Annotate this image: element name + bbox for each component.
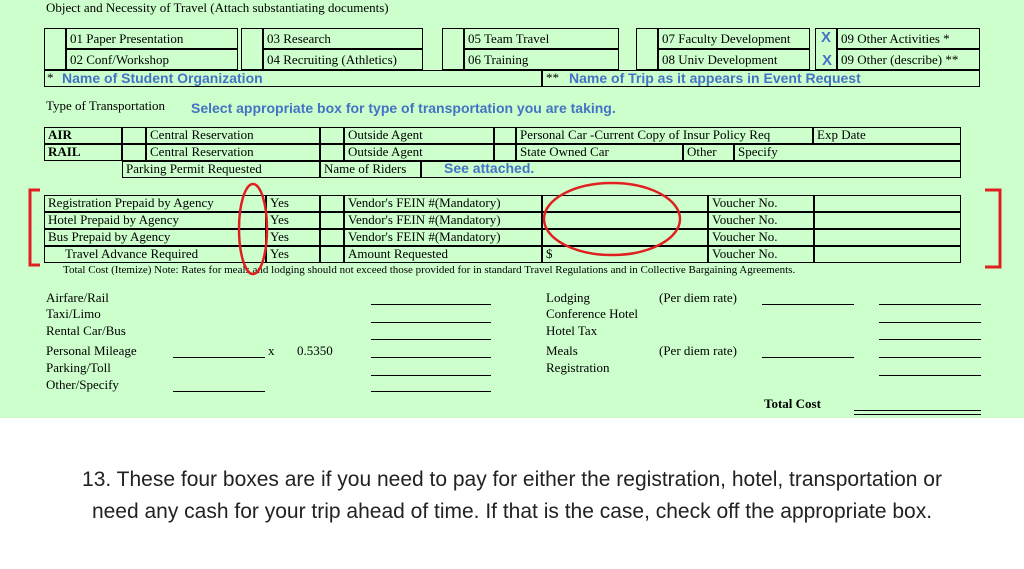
transport-label: Type of Transportation [46, 98, 165, 113]
footnote-1-text: Name of Student Organization [62, 70, 263, 86]
per-diem-lodging: (Per diem rate) [659, 290, 737, 305]
outside-agent-1[interactable]: Outside Agent [344, 127, 494, 144]
cost-conference-hotel-label: Conference Hotel [546, 306, 639, 321]
cost-meals-label: Meals [546, 343, 578, 358]
transport-hint: Select appropriate box for type of transportation you are taking. [191, 100, 616, 116]
purpose-option-09b: 09 Other (describe) ** [837, 49, 980, 70]
see-attached: See attached. [444, 160, 535, 176]
right-bracket [985, 190, 1000, 267]
parking-permit[interactable]: Parking Permit Requested [122, 161, 320, 178]
cost-other-label: Other/Specify [46, 377, 119, 392]
purpose-option-04: 04 Recruiting (Athletics) [263, 49, 423, 70]
caption-line-1: 13. These four boxes are if you need to pay for either the registration, hotel, transportation or [82, 468, 942, 491]
exp-date[interactable]: Exp Date [813, 127, 961, 144]
caption-line-2: need any cash for your trip ahead of time. If that is the case, check off the appropriate box. [91, 500, 933, 523]
purpose-option-05: 05 Team Travel [464, 28, 619, 49]
central-reservation-2[interactable]: Central Reservation [146, 144, 320, 161]
vendor-fein-label-3: Vendor's FEIN #(Mandatory) [344, 229, 542, 246]
purpose-option-07: 07 Faculty Development [658, 28, 810, 49]
transport-other[interactable]: Other [683, 144, 734, 161]
fein-input-oval [544, 183, 680, 255]
footnote-2-symbol: ** [546, 70, 559, 85]
per-diem-meals: (Per diem rate) [659, 343, 737, 358]
cost-lodging-label: Lodging [546, 290, 591, 305]
prepaid-yes-advance[interactable]: Yes [266, 246, 320, 263]
vendor-fein-label-2: Vendor's FEIN #(Mandatory) [344, 212, 542, 229]
cost-parking-label: Parking/Toll [46, 360, 111, 375]
prepaid-label-registration: Registration Prepaid by Agency [44, 195, 266, 212]
footnote-1-symbol: * [47, 70, 54, 85]
left-bracket [30, 190, 40, 265]
cost-rental-label: Rental Car/Bus [46, 323, 126, 338]
checked-mark-other-describe: X [822, 52, 833, 69]
cost-registration-label: Registration [546, 360, 610, 375]
footnote-2-text: Name of Trip as it appears in Event Request [569, 70, 861, 86]
purpose-option-02: 02 Conf/Workshop [66, 49, 238, 70]
purpose-option-01: 01 Paper Presentation [66, 28, 238, 49]
instruction-caption [0, 464, 1024, 528]
cost-mileage-label: Personal Mileage [46, 343, 137, 358]
prepaid-yes-bus[interactable]: Yes [266, 229, 320, 246]
purpose-option-06: 06 Training [464, 49, 619, 70]
name-of-riders: Name of Riders [320, 161, 421, 178]
mileage-rate: 0.5350 [297, 343, 333, 358]
amount-requested-input[interactable]: $ [542, 246, 708, 263]
voucher-label-2: Voucher No. [708, 212, 814, 229]
vendor-fein-label-1: Vendor's FEIN #(Mandatory) [344, 195, 542, 212]
yes-column-oval [239, 184, 267, 274]
voucher-label-1: Voucher No. [708, 195, 814, 212]
mileage-multiplier: x [268, 343, 275, 358]
personal-car[interactable]: Personal Car -Current Copy of Insur Policy Req [516, 127, 813, 144]
transport-air[interactable]: AIR [44, 127, 122, 144]
prepaid-label-advance: Travel Advance Required [44, 246, 266, 263]
transport-rail[interactable]: RAIL [44, 144, 122, 161]
state-owned-car[interactable]: State Owned Car [516, 144, 683, 161]
purpose-option-08: 08 Univ Development [658, 49, 810, 70]
prepaid-label-hotel: Hotel Prepaid by Agency [44, 212, 266, 229]
total-cost-label: Total Cost [764, 396, 821, 411]
prepaid-label-bus: Bus Prepaid by Agency [44, 229, 266, 246]
voucher-label-4: Voucher No. [708, 246, 814, 263]
cost-hotel-tax-label: Hotel Tax [546, 323, 598, 338]
voucher-label-3: Voucher No. [708, 229, 814, 246]
prepaid-yes-registration[interactable]: Yes [266, 195, 320, 212]
cost-airfare-label: Airfare/Rail [46, 290, 109, 305]
purpose-option-03: 03 Research [263, 28, 423, 49]
section-title: Object and Necessity of Travel (Attach substantiating documents) [46, 0, 389, 15]
total-cost-note: Total Cost (Itemize) Note: Rates for meals and lodging should not exceed those provided for in standard Travel Regulations and in Collective Bargaining Agreements. [63, 264, 796, 276]
central-reservation-1[interactable]: Central Reservation [146, 127, 320, 144]
amount-requested-label: Amount Requested [344, 246, 542, 263]
transport-specify[interactable]: Specify [734, 144, 961, 161]
cost-taxi-label: Taxi/Limo [46, 306, 101, 321]
purpose-option-09a: 09 Other Activities * [837, 28, 980, 49]
checked-mark-other-activities: X [821, 29, 832, 46]
prepaid-yes-hotel[interactable]: Yes [266, 212, 320, 229]
outside-agent-2[interactable]: Outside Agent [344, 144, 494, 161]
